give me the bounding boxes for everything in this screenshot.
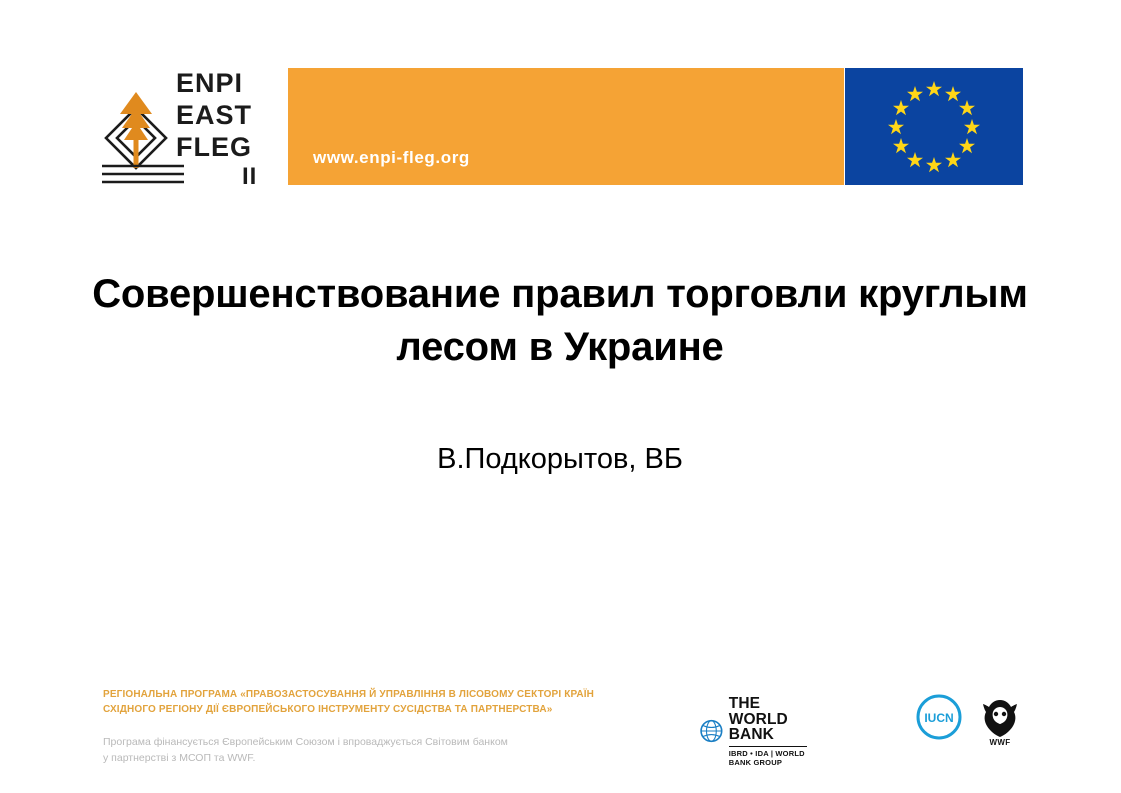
svg-text:ENPI: ENPI (176, 68, 244, 98)
svg-text:IUCN: IUCN (924, 711, 954, 725)
globe-icon (700, 710, 723, 752)
svg-text:FLEG: FLEG (176, 132, 252, 162)
enpi-fleg-logo-icon (98, 62, 283, 190)
world-bank-subtitle: IBRD • IDA | WORLD BANK GROUP (729, 746, 807, 767)
funding-note (103, 735, 683, 767)
eu-flag (845, 68, 1023, 185)
panda-icon (976, 694, 1024, 742)
wwf-logo (976, 694, 1024, 742)
slide-title: Совершенствование правил торговли круглым лесом в Украине (92, 272, 1028, 370)
footer-text-block (103, 688, 683, 767)
funding-note-line-2: у партнерстві з МСОП та WWF. (103, 751, 256, 764)
slide-footer (0, 676, 1121, 793)
world-bank-wordmark (729, 696, 807, 767)
world-bank-name: THE WORLD BANK (728, 695, 788, 743)
programme-title (103, 688, 683, 717)
programme-title-line-2: СХІДНОГО РЕГІОНУ ДІЇ ЄВРОПЕЙСЬКОГО ІНСТРУМЕНТУ СУСІДСТВА ТА ПАРТНЕРСТВА» (103, 703, 553, 715)
iucn-logo (916, 694, 962, 740)
enpi-fleg-logo (98, 62, 283, 190)
slide-header (98, 62, 1023, 190)
website-url[interactable]: www.enpi-fleg.org (313, 148, 470, 167)
slide-author: В.Подкорытов, ВБ (437, 443, 683, 475)
svg-text:II: II (242, 163, 258, 190)
wwf-label: WWF (989, 738, 1011, 747)
iucn-icon (916, 694, 962, 740)
orange-banner (288, 68, 844, 185)
eu-flag-icon (845, 68, 1023, 185)
svg-text:EAST: EAST (176, 100, 253, 130)
world-bank-logo (700, 696, 807, 767)
programme-title-line-1: РЕГІОНАЛЬНА ПРОГРАМА «ПРАВОЗАСТОСУВАННЯ Й УПРАВЛІННЯ В ЛІСОВОМУ СЕКТОРІ КРАЇН (103, 689, 595, 700)
funding-note-line-1: Програма фінансується Європейським Союзом і впроваджується Світовим банком (103, 736, 508, 748)
